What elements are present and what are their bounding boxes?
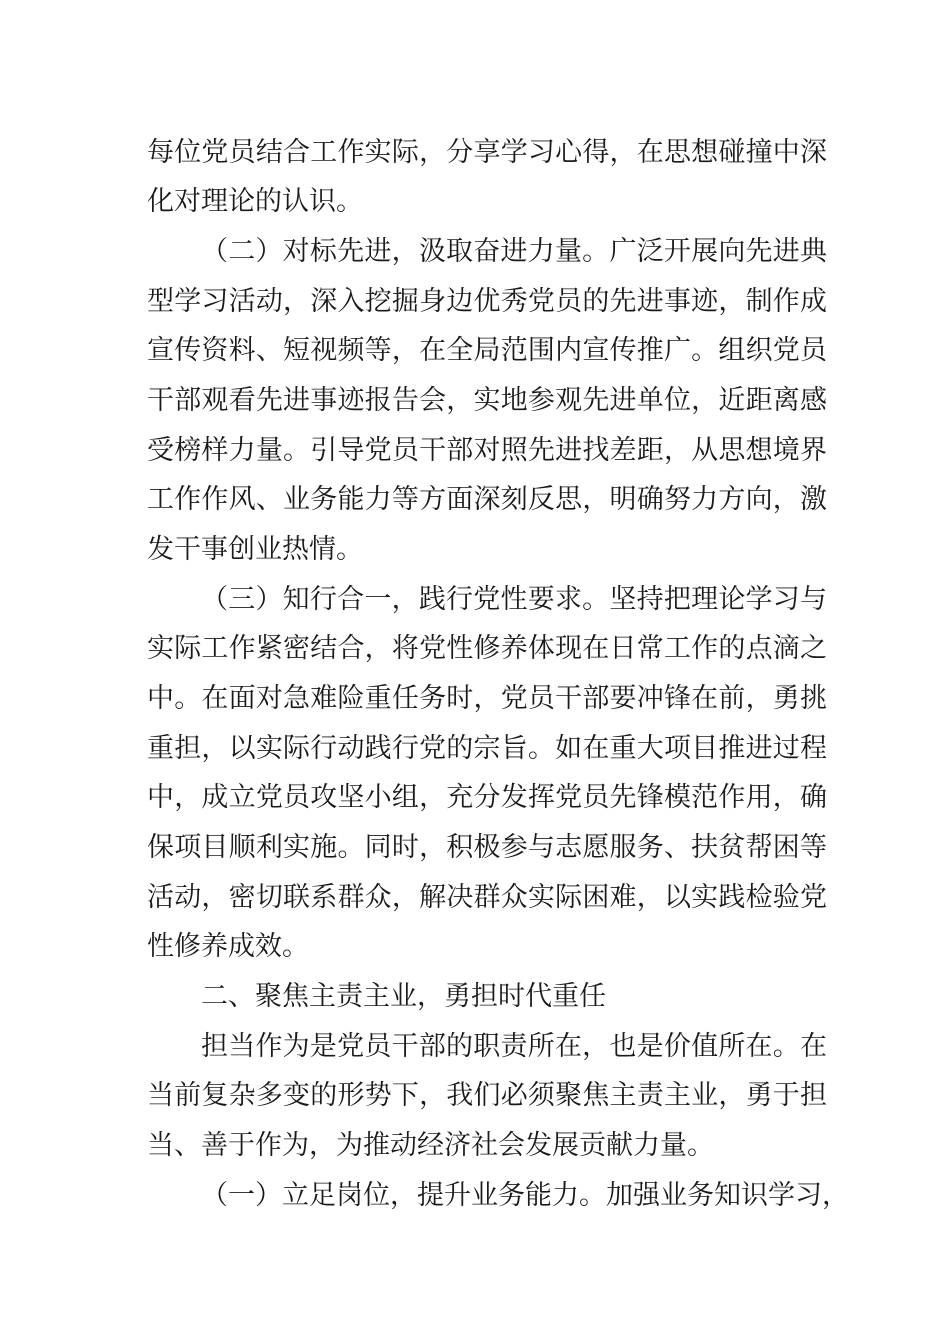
text-line: 干部观看先进事迹报告会，实地参观先进单位，近距离感 [147, 385, 827, 416]
text-line: 中，成立党员攻坚小组，充分发挥党员先锋模范作用，确 [147, 782, 827, 813]
text-line: 每位党员结合工作实际，分享学习心得，在思想碰撞中深 [147, 137, 827, 168]
text-line: 中。在面对急难险重任务时，党员干部要冲锋在前，勇挑 [147, 683, 827, 714]
text-line: 性修养成效。 [147, 931, 309, 962]
text-line: 宣传资料、短视频等，在全局范围内宣传推广。组织党员 [147, 335, 827, 366]
text-line: 重担，以实际行动践行党的宗旨。如在重大项目推进过程 [147, 733, 827, 764]
text-line: 当、善于作为，为推动经济社会发展贡献力量。 [147, 1130, 714, 1161]
text-line: 受榜样力量。引导党员干部对照先进找差距，从思想境界 [147, 435, 827, 466]
text-line: 化对理论的认识。 [147, 186, 363, 217]
text-line: 保项目顺利实施。同时，积极参与志愿服务、扶贫帮困等 [147, 832, 827, 863]
text-line: 当前复杂多变的形势下，我们必须聚焦主责主业，勇于担 [147, 1080, 827, 1111]
text-line: 型学习活动，深入挖掘身边优秀党员的先进事迹，制作成 [147, 286, 827, 317]
text-line: 活动，密切联系群众，解决群众实际困难，以实践检验党 [147, 882, 827, 913]
text-line: 担当作为是党员干部的职责所在，也是价值所在。在 [201, 1031, 827, 1062]
section-heading: 二、聚焦主责主业，勇担时代重任 [201, 981, 606, 1012]
text-line: （三）知行合一，践行党性要求。坚持把理论学习与 [201, 584, 827, 615]
text-line: 工作作风、业务能力等方面深刻反思，明确努力方向，激 [147, 484, 827, 515]
text-line: （一）立足岗位，提升业务能力。加强业务知识学习， [201, 1180, 849, 1211]
text-line: （二）对标先进，汲取奋进力量。广泛开展向先进典 [201, 236, 827, 267]
text-line: 实际工作紧密结合，将党性修养体现在日常工作的点滴之 [147, 633, 827, 664]
text-line: 发干事创业热情。 [147, 534, 363, 565]
